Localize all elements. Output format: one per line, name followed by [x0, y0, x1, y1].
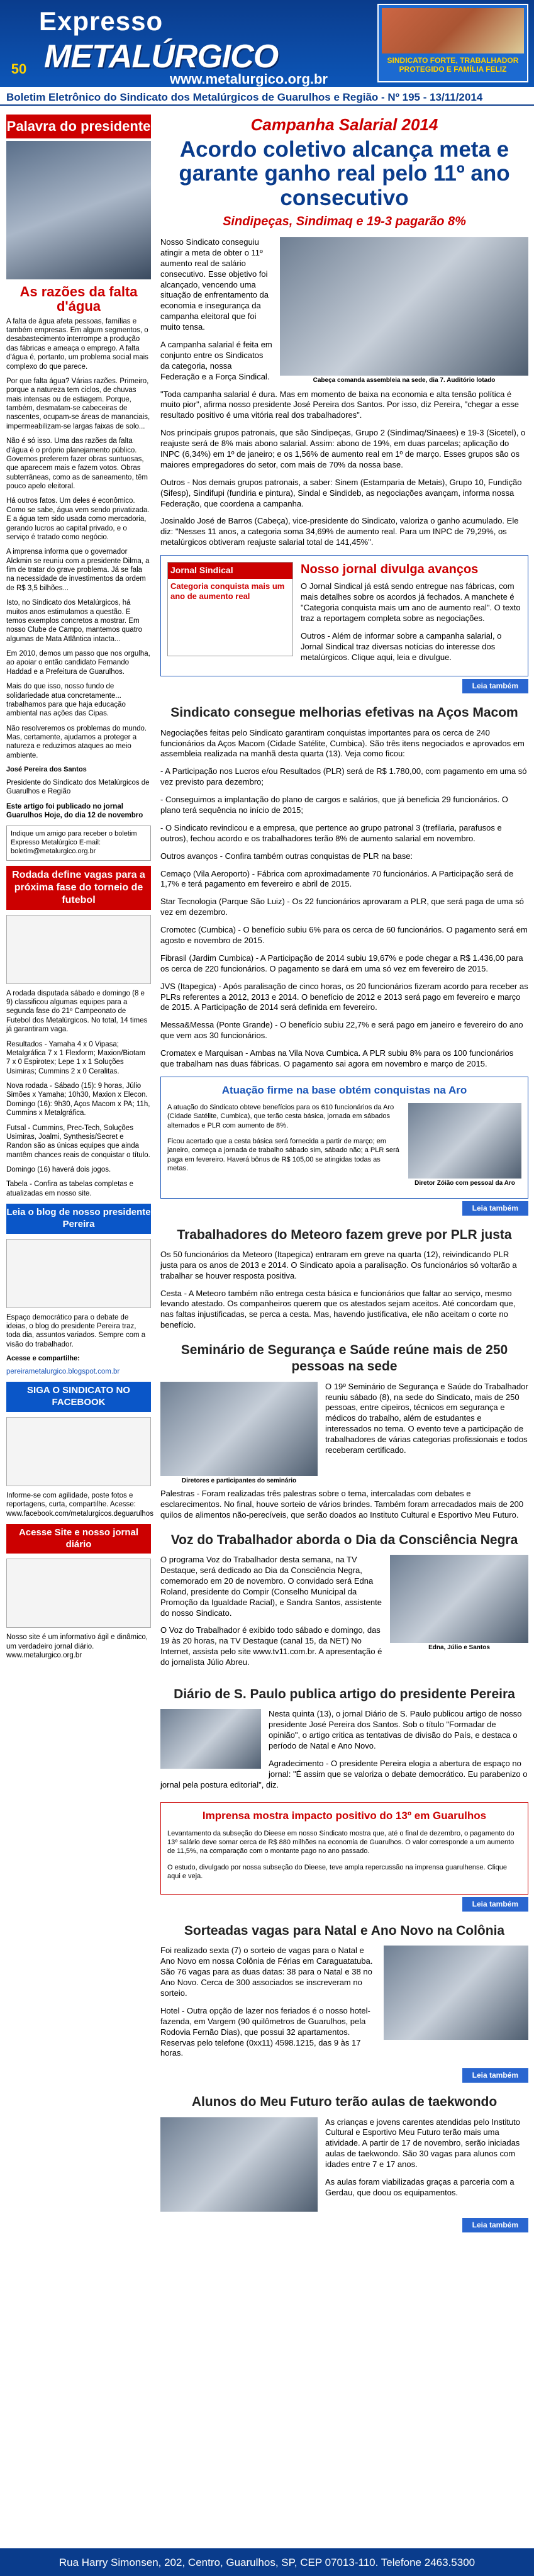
- blog-thumbnail[interactable]: [6, 1239, 151, 1308]
- voz-caption: Edna, Júlio e Santos: [428, 1644, 490, 1652]
- imposto-box: [160, 1802, 528, 1895]
- sorteadas-text: Hotel - Outra opção de lazer nos feriados é o nosso hotel-fazenda, em Vargem (90 quilômetros de Guarulhos, pela Rodovia Fernão Dias), que possui 32 apartamentos. Reservas pelo telefone (0xx11) 4598.1215, das 9 às 17 horas.: [160, 2005, 370, 2058]
- header-banner: [0, 0, 534, 87]
- seminario-text: O 19º Seminário de Segurança e Saúde do Trabalhador reuniu sábado (8), na sede do Sindicato, mais de 250 pessoas, entre cipeiros, técnicos em segurança e médicos do trabalho, além de estudantes e interessados no tema. O evento teve a participação de trabalhadores de várias categorias profissionais e todos receberam certificado.: [325, 1381, 528, 1455]
- meteoro-title: Trabalhadores do Meteoro fazem greve por PLR justa: [177, 1227, 512, 1242]
- voz-photo: [390, 1555, 528, 1643]
- aro-text: A atuação do Sindicato obteve benefícios para os 610 funcionários da Aro (Cidade Satélite, Cumbica), que terão cesta básica, jornada em sábados alternados e PLR com aumento de 8%.: [167, 1104, 394, 1129]
- leia-button[interactable]: Leia também: [462, 2218, 528, 2232]
- jornal-box: [160, 555, 528, 676]
- leia-button[interactable]: Leia também: [462, 1201, 528, 1216]
- jornal-title: Nosso jornal divulga avanços: [301, 563, 479, 577]
- facebook-text: Informe-se com agilidade, poste fotos e reportagens, curta, compartilhe. Acesse: www.facebook.com/metalurgicos.deguarulhos: [6, 1491, 153, 1518]
- imposto-text: Levantamento da subseção do Dieese em nosso Sindicato mostra que, até o final de dezembro, o pagamento do 13º salário deve somar cerca de R$ 880 milhões na economia de Guarulhos. O valor corresponde a um aumento de 11,5%, na comparação com o montante pago no ano passado.: [167, 1829, 515, 1856]
- sorteadas-title: Sorteadas vagas para Natal e Ano Novo na Colônia: [184, 1924, 505, 1939]
- article-paragraph: Josinaldo José de Barros (Cabeça), vice-presidente do Sindicato, valoriza o ganho acumulado. Ele diz: "Nesses 11 anos, a categoria soma 34,69% de aumento real. Para um INPC de 79,29%, os metalúrgicos obtiveram reajuste salarial total de 141,45%".: [160, 516, 519, 547]
- aro-box: [160, 1077, 528, 1199]
- sidebar-paragraph: A imprensa informa que o governador Alckmin se reuniu com a presidente Dilma, a fim de tratar do grave problema. Já se fala na necessidade de investimentos da ordem de R$ 3,5 bilhões...: [6, 548, 150, 592]
- article-paragraph: Outros - Nos demais grupos patronais, a saber: Sinem (Estamparia de Metais), Grupo 10, Fundição (Sifesp), Sindifupi (fundiria e pintura), Sindal e Sindideb, as negociações avançam, informa nossa Federação, que coordena a campanha.: [160, 477, 522, 508]
- assembly-caption: Cabeça comanda assembleia na sede, dia 7. Auditório lotado: [313, 377, 496, 384]
- rodada-paragraph: Domingo (16) haverá dois jogos.: [6, 1166, 111, 1174]
- bulletin-subtitle: Boletim Eletrônico do Sindicato dos Metalúrgicos de Guarulhos e Região - Nº 195 - 13/11/2014: [0, 87, 534, 106]
- rodada-paragraph: Nova rodada - Sábado (15): 9 horas, Júlio Simões x Yamaha; 10h30, Maxion x Elecon. Domingo (16): 9h30, Aços Macom x PA; 11h, Cummins x Metalgráfica.: [6, 1082, 150, 1117]
- sindicato-banner: [377, 4, 528, 82]
- macom-title: Sindicato consegue melhorias efetivas na Aços Macom: [170, 705, 518, 720]
- rodada-paragraph: Futsal - Cummins, Prec-Tech, Soluções Usimiras, Joalmi, Synthesis/Secret e Randon são as únicas equipes que ainda mantêm chances reais de conquistar o título.: [6, 1124, 150, 1159]
- aro-title: Atuação firme na base obtém conquistas na Aro: [221, 1084, 467, 1096]
- macom-paragraph: Cromotec (Cumbica) - O benefício subiu 6% para os cerca de 60 funcionários. O pagamento será em agosto e novembro de 2015.: [160, 925, 528, 945]
- president-photo: [6, 141, 151, 279]
- sidebar-paragraph: Há outros fatos. Um deles é econômico. Como se sabe, água vem sendo privatizada. E a água tem sido usada como mercadoria, gerando lucros ao capital privado, e o serviço é tratado como negócio.: [6, 497, 150, 541]
- jornal-text: Outros - Além de informar sobre a campanha salarial, o Jornal Sindical traz diversas notícias do interesse dos metalúrgicos. Clique aqui, leia e divulgue.: [301, 630, 502, 662]
- macom-paragraph: Fibrasil (Jardim Cumbica) - A Participação de 2014 subiu 19,67% e pode chegar a R$ 1.436,00 para os cerca de 220 funcionários. O pagamento se dará em uma só vez em fevereiro de 2015.: [160, 953, 523, 973]
- blog-title[interactable]: Leia o blog de nosso presidente Pereira: [6, 1204, 151, 1234]
- macom-paragraph: Cromatex e Marquisan - Ambas na Vila Nova Cumbica. A PLR subiu 8% para os 100 funcionários que trabalham nas duas fábricas. O pagamento sai agora em novembro e março de 2015.: [160, 1048, 514, 1069]
- aro-photo: [408, 1103, 521, 1179]
- sidebar-paragraph: A falta de água afeta pessoas, famílias e também empresas. Em algum segmentos, o desabastecimento interrompe a produção das fábricas e ameaça o emprego. A falta d'água é, portanto, um problema social mais complexo do que parece.: [6, 317, 148, 371]
- main-subheadline: Sindipeças, Sindimaq e 19-3 pagarão 8%: [223, 215, 466, 228]
- diario-text: Nesta quinta (13), o jornal Diário de S. Paulo publicou artigo de nosso presidente José Pereira dos Santos. Sob o título "Formadar de opinião", o artigo critica as tentativas de divisão do País, e destaca o período de Natal e Ano Novo.: [269, 1709, 522, 1750]
- macom-paragraph: JVS (Itapegica) - Após paralisação de cinco horas, os 20 funcionários fizeram acordo para receber as PLRs referentes a 2012, 2013 e 2014. O benefício de 2012 e 2013 será pago em fevereiro e março de 2015. A Participação de 2014 será definida em fevereiro.: [160, 981, 528, 1012]
- assembly-photo: [280, 237, 528, 376]
- meteoro-paragraph: Os 50 funcionários da Meteoro (Itapegica) entraram em greve na quarta (12), reivindicando PLR justa para os anos de 2013 e 2014. O Sindicato apoia a paralisação. Os funcionários só voltarão a trabalhar se houver resposta positiva.: [160, 1249, 517, 1280]
- article-paragraph: Nos principais grupos patronais, que são Sindipeças, Grupo 2 (Sindimaq/Sinaees) e 19-3 (Sicetel), o reajuste será de 8% mais abono salarial. Assim: abono de 19%, em duas parcelas; aplicação do INPC (6,34%) em 1º de janeiro; e os 1,56% de aumento real em 1º de março. Esses grupos são os maiores empregadores do setor, com mais de 70% da nossa base.: [160, 428, 526, 469]
- sidebar-paragraph: Não é só isso. Uma das razões da falta d'água é o próprio planejamento público. Governos preferem fazer obras suntuosas, que aparecem mais e fazem votos. Obras subterrâneas, como as de saneamento, têm pouco apelo eleitoral.: [6, 437, 148, 491]
- lead-paragraph: A campanha salarial é feita em conjunto entre os Sindicatos da categoria, nossa Federação e a Força Sindical.: [160, 340, 272, 381]
- sidebar-paragraph: Mais do que isso, nosso fundo de solidariedade atua concretamente... trabalhamos para que haja educação ambiental nas ações das Cipas.: [6, 683, 126, 718]
- main-headline: Acordo coletivo alcança meta e garante ganho real pelo 11º ano consecutivo: [179, 137, 510, 210]
- tabela-note: Tabela - Confira as tabelas completas e atualizadas em nosso site.: [6, 1180, 133, 1197]
- facebook-thumbnail[interactable]: [6, 1417, 151, 1486]
- jornal-thumbnail[interactable]: [6, 1559, 151, 1628]
- sidebar-paragraph: Em 2010, demos um passo que nos orgulha, ao apoiar o então candidato Fernando Haddad e a Prefeitura de Guarulhos.: [6, 650, 150, 676]
- jornal-text: O Jornal Sindical já está sendo entregue nas fábricas, com mais detalhes sobre os acordos já fechados. A manchete é "Categoria conquista mais um ano de aumento real". O texto traz a reportagem completa sobre as negociações.: [301, 581, 521, 623]
- lead-paragraph: Nosso Sindicato conseguiu atingir a meta de obter o 11º aumento real de salário consecutivo. Esse objetivo foi alcançado, vencendo uma situação de enfrentamento da economia e insegurança da campanha eleitoral que foi muito tensa.: [160, 237, 269, 332]
- site-link[interactable]: www.metalurgico.org.br: [170, 71, 328, 87]
- jornal-text: Nosso site é um informativo ágil e dinâmico, um verdadeiro jornal diário. www.metalurgico.org.br: [6, 1633, 148, 1660]
- jornal-masthead: Jornal Sindical: [168, 563, 292, 579]
- futuro-text: As aulas foram viabilizadas graças a parceria com a Gerdau, que doou os equipamentos.: [325, 2177, 515, 2197]
- blog-text: Espaço democrático para o debate de ideias, o blog do presidente Pereira traz, toda dia, assuntos variados. Sempre com a visão do trabalhador.: [6, 1313, 146, 1348]
- macom-paragraph: Messa&Messa (Ponte Grande) - O benefício subiu 22,7% e será pago em janeiro e fevereiro do ano que vem aos 30 funcionários.: [160, 1020, 523, 1041]
- jornal-title[interactable]: Acesse Site e nosso jornal diário: [6, 1524, 151, 1554]
- aro-caption: Diretor Zóião com pessoal da Aro: [414, 1180, 515, 1187]
- imposto-title: Imprensa mostra impacto positivo do 13º em Guarulhos: [202, 1810, 487, 1822]
- macom-paragraph: Negociações feitas pelo Sindicato garantiram conquistas importantes para os cerca de 240 funcionários da Aços Macom (Cidade Satélite, Cumbica). São três itens negociados e aprovados em assembleia realizada na manhã desta quarta (13). Veja como ficou:: [160, 727, 525, 759]
- logo-expresso: Expresso: [39, 6, 164, 36]
- sidebar-title: Palavra do presidente: [6, 115, 151, 138]
- main-column: [160, 115, 528, 2241]
- voz-title: Voz do Trabalhador aborda o Dia da Consciência Negra: [170, 1532, 518, 1547]
- footer-address: Rua Harry Simonsen, 202, Centro, Guarulhos, SP, CEP 07013-110. Telefone 2463.5300: [0, 2548, 534, 2576]
- seminario-text: Palestras - Foram realizadas três palestras sobre o tema, intercaladas com debates e esclarecimentos. No final, houve sorteio de vários brindes. Também foram arrecadados mais de 200 quilos de alimentos não-perecíveis, que serão doados ao Instituto Cultural e Esportivo Meu Futuro.: [160, 1489, 524, 1520]
- voz-text: O programa Voz do Trabalhador desta semana, na TV Destaque, será dedicado ao Dia da Consciência Negra, comemorado em 20 de novembro. O convidado será Edna Roland, presidente do Compir (Conselho Municipal da Promoção da Igualdade Racial), e Sandra Santos, assistente do nosso Sindicato.: [160, 1555, 382, 1618]
- futuro-title: Alunos do Meu Futuro terão aulas de taekwondo: [191, 2095, 498, 2110]
- colonia-photo: [384, 1946, 528, 2040]
- email-box[interactable]: Indique um amigo para receber o boletim Expresso Metalúrgico E-mail: boletim@metalurgico.org.br: [6, 826, 151, 860]
- seminario-photo: [160, 1382, 318, 1476]
- macom-paragraph: - A Participação nos Lucros e/ou Resultados (PLR) será de R$ 1.780,00, com pagamento em uma só vez previsto para dezembro;: [160, 766, 527, 787]
- jornal-cover[interactable]: [167, 562, 293, 656]
- meteoro-paragraph: Cesta - A Meteoro também não entrega cesta básica e funcionários que faltar ao serviço, mesmo levando atestado. Os companheiros querem que os atestados sejam aceitos. Até concordam que, nas faltas injustificadas, se perca a cesta. Mas, havendo justificativa, ele não aceitam o corte no benefício.: [160, 1288, 516, 1330]
- macom-paragraph: Outros avanços - Confira também outras conquistas de PLR na base:: [160, 851, 413, 861]
- macom-paragraph: - O Sindicato revindicou e a empresa, que pertence ao grupo patronal 3 (trefilaria, parafusos e outros), fechou acordo e os trabalhadores terão 8% de aumento salarial em novembro.: [160, 822, 502, 843]
- leia-button[interactable]: Leia também: [462, 2068, 528, 2083]
- sidebar-paragraph: Por que falta água? Várias razões. Primeiro, porque a natureza tem ciclos, de chuvas mais intensas ou de estiagem. Porque, também, desmatam-se cabeceiras de nascentes, ocupam-se áreas de mananciais, impermeabilizam-se largas faixas de solo...: [6, 377, 150, 430]
- sidebar-paragraph: Não resolveremos os problemas do mundo. Mas, certamente, ajudamos a proteger a natureza e reduzimos ataques ao meio ambiente.: [6, 724, 147, 759]
- macom-paragraph: Star Tecnologia (Parque São Luiz) - Os 22 funcionários aprovaram a PLR, que será paga de uma só vez em dezembro.: [160, 897, 524, 917]
- taekwondo-photo: [160, 2117, 318, 2212]
- sidebar: [6, 115, 151, 1666]
- signature-role: Presidente do Sindicato dos Metalúrgicos de Guarulhos e Região: [6, 778, 150, 796]
- blog-link[interactable]: pereirametalurgico.blogspot.com.br: [6, 1367, 120, 1375]
- main-kicker: Campanha Salarial 2014: [250, 115, 438, 134]
- leia-button[interactable]: Leia também: [462, 679, 528, 693]
- diario-photo: [160, 1709, 261, 1769]
- futuro-text: As crianças e jovens carentes atendidas pelo Instituto Cultural e Esportivo Meu Futuro terão mais uma atividade. A partir de 17 de novembro, serão iniciadas aulas de taekwondo. São 30 vagas para alunos com idades entre 7 e 17 anos.: [325, 2117, 521, 2170]
- football-photo: [6, 915, 151, 984]
- leia-button[interactable]: Leia também: [462, 1897, 528, 1912]
- anniversary-badge: 50: [11, 61, 27, 77]
- facebook-title[interactable]: SIGA O SINDICATO NO FACEBOOK: [6, 1382, 151, 1412]
- aro-text: Ficou acertado que a cesta básica será fornecida a partir de março; em janeiro, começa a jornada de trabalho sábado sim, sábado não; a PLR será paga em fevereiro. Haverá bônus de R$ 105,00 se atingidas todas as metas.: [167, 1138, 399, 1172]
- sidebar-heading: As razões da falta d'água: [19, 283, 138, 314]
- signature-note: Este artigo foi publicado no jornal Guarulhos Hoje, do dia 12 de novembro: [6, 802, 143, 820]
- sorteadas-text: Foi realizado sexta (7) o sorteio de vagas para o Natal e Ano Novo em nossa Colônia de Férias em Caraguatatuba. São 76 vagas para as duas datas: 38 para o Natal e 38 no Ano Novo. Cerca de 300 associados se inscreveram no sorteio.: [160, 1946, 373, 1998]
- banner-slogan: SINDICATO FORTE, TRABALHADOR PROTEGIDO E FAMÍLIA FELIZ: [387, 56, 519, 74]
- seminario-caption: Diretores e participantes do seminário: [181, 1477, 297, 1484]
- sidebar-paragraph: Isto, no Sindicato dos Metalúrgicos, há muitos anos estimulamos a questão. E temos exemplos concretos a mostrar. Em nosso Clube de Campo, mantemos quatro algumas de Mata Atlântica intacta...: [6, 599, 143, 643]
- diario-text: Agradecimento - O presidente Pereira elogia a abertura de espaço no jornal: "É assim que se valoriza o debate democrático. Eu parabenizo o jornal pela postura editorial", diz.: [160, 1758, 528, 1789]
- macom-paragraph: Cemaço (Vila Aeroporto) - Fábrica com aproximadamente 70 funcionários. A Participação será de 1,7% e terá pagamento em fevereiro e abril de 2015.: [160, 868, 514, 889]
- signature: José Pereira dos Santos: [6, 766, 87, 774]
- diario-title: Diário de S. Paulo publica artigo do presidente Pereira: [174, 1686, 515, 1701]
- rodada-paragraph: A rodada disputada sábado e domingo (8 e 9) classificou algumas equipes para a segunda fase do 21º Campeonato de Futebol dos Metalúrgicos. No total, 14 times já garantiram vaga.: [6, 989, 148, 1034]
- voz-text: O Voz do Trabalhador é exibido todo sábado e domingo, das 19 às 20 horas, na TV Destaque (canal 15, da NET) No Internet, assista pelo site www.tv11.com.br. A apresentação é do jornalista Júlio Abreu.: [160, 1625, 382, 1667]
- article-paragraph: "Toda campanha salarial é dura. Mas em momento de baixa na economia e alta tensão política é muito pior", afirma nosso presidente José Pereira dos Santos. Por isso, diz Pereira, "chegar a esse resultado positivo é uma vitória real dos trabalhadores".: [160, 389, 519, 420]
- logo-metalurgico: METALÚRGICO: [44, 38, 279, 75]
- banner-photo: [382, 8, 524, 53]
- macom-paragraph: - Conseguimos a implantação do plano de cargos e salários, que já beneficia 29 funcionários. O plano terá sequência no início de 2015;: [160, 795, 508, 815]
- jornal-card-headline: Categoria conquista mais um ano de aumento real: [170, 581, 285, 601]
- seminario-title: Seminário de Segurança e Saúde reúne mais de 250 pessoas na sede: [181, 1343, 508, 1374]
- blog-link-label: Acesse e compartilhe:: [6, 1355, 80, 1363]
- rodada-title: Rodada define vagas para a próxima fase do torneio de futebol: [6, 866, 151, 910]
- rodada-paragraph: Resultados - Yamaha 4 x 0 Vipasa; Metalgráfica 7 x 1 Flexform; Maxion/Biotam 7 x 0 Espirotex; Lepe 1 x 1 Soluções Usimiras; Cummins 2 x 0 Ceralitas.: [6, 1040, 146, 1075]
- imposto-text: O estudo, divulgado por nossa subseção do Dieese, teve ampla repercussão na imprensa guarulhense. Clique aqui e veja.: [167, 1863, 507, 1880]
